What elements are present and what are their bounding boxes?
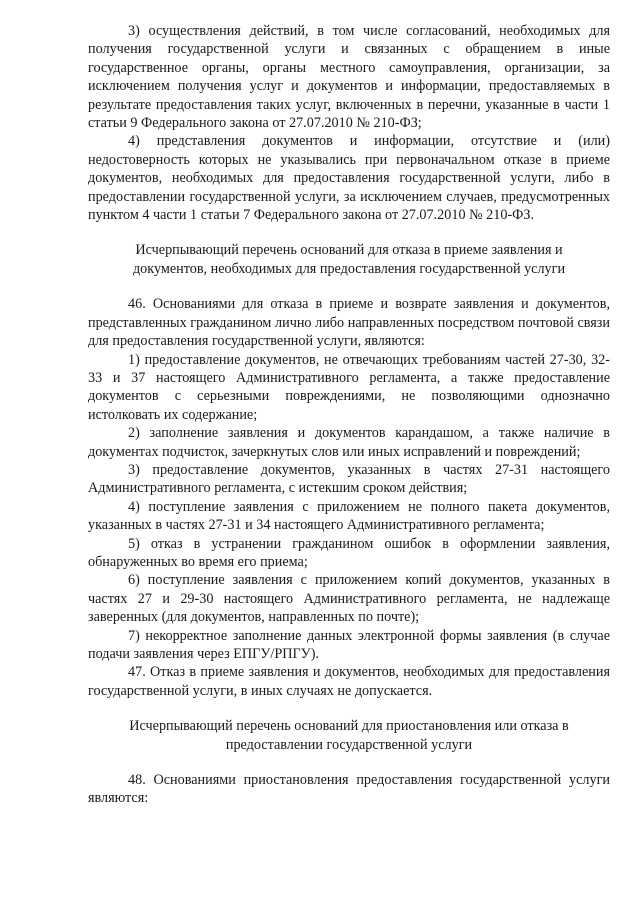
p46-item-2: 2) заполнение заявления и документов карандашом, а также наличие в документах подчисток, зачеркнутых слов или иных исправлений и повреждений; [88,425,610,460]
p46-item-7: 7) некорректное заполнение данных электронной формы заявления (в случае подачи заявления через ЕПГУ/РПГУ). [88,627,610,662]
spacer [88,278,610,295]
p46-item-1: 1) предоставление документов, не отвечающих требованиям частей 27-30, 32-33 и 37 настоящего Административного регламента, а также предоставление документов с серьезными повреждениями, не позволяющими однозначно истолковать их содержание; [88,351,610,423]
spacer [88,700,610,717]
spacer [88,754,610,771]
clause-item-4: 4) представления документов и информации, отсутствие и (или) недостоверность которых не указывались при первоначальном отказе в приеме документов, необходимых для предоставления государственной услуги, либо в предоставлении государственной услуги, за исключением случаев, предусмотренных пунктом 4 части 1 статьи 7 Федерального закона от 27.07.2010 № 210-ФЗ. [88,133,610,224]
p46-item-6: 6) поступление заявления с приложением копий документов, указанных в частях 27 и 29-30 настоящего Административного регламента, не надлежаще заверенных (для документов, направленных по почте); [88,572,610,626]
p46-item-3: 3) предоставление документов, указанных в частях 27-31 настоящего Административного регламента, с истекшим сроком действия; [88,461,610,497]
paragraph-47: 47. Отказ в приеме заявления и документов, необходимых для предоставления государственной услуги, в иных случаях не допускается. [88,664,610,699]
p46-item-4: 4) поступление заявления с приложением не полного пакета документов, указанных в частях 27-31 и 34 настоящего Административного регламента; [88,498,610,534]
section-heading-suspension-refusal: Исчерпывающий перечень оснований для приостановления или отказа в предоставлении государственной услуги [129,718,569,753]
paragraph-48: 48. Основаниями приостановления предоставления государственной услуги являются: [88,772,610,807]
clause-item-3: 3) осуществления действий, в том числе согласований, необходимых для получения государственной услуги и связанных с обращением в иные государственное органы, органы местного самоуправления, организации, за исключением получения услуг и документов и информации, предоставляемых в результате предоставления таких услуг, включенных в перечни, указанные в части 1 статьи 9 Федерального закона от 27.07.2010 № 210-ФЗ; [88,23,610,132]
spacer [88,224,610,241]
section-heading-refusal-reception: Исчерпывающий перечень оснований для отказа в приеме заявления и документов, необходимых для предоставления государственной услуги [132,242,566,277]
p46-item-5: 5) отказ в устранении гражданином ошибок в оформлении заявления, обнаруженных во время его приема; [88,535,610,570]
paragraph-46: 46. Основаниями для отказа в приеме и возврате заявления и документов, представленных гражданином лично либо направленных посредством почтовой связи для предоставления государственной услуги, являются: [88,296,610,350]
